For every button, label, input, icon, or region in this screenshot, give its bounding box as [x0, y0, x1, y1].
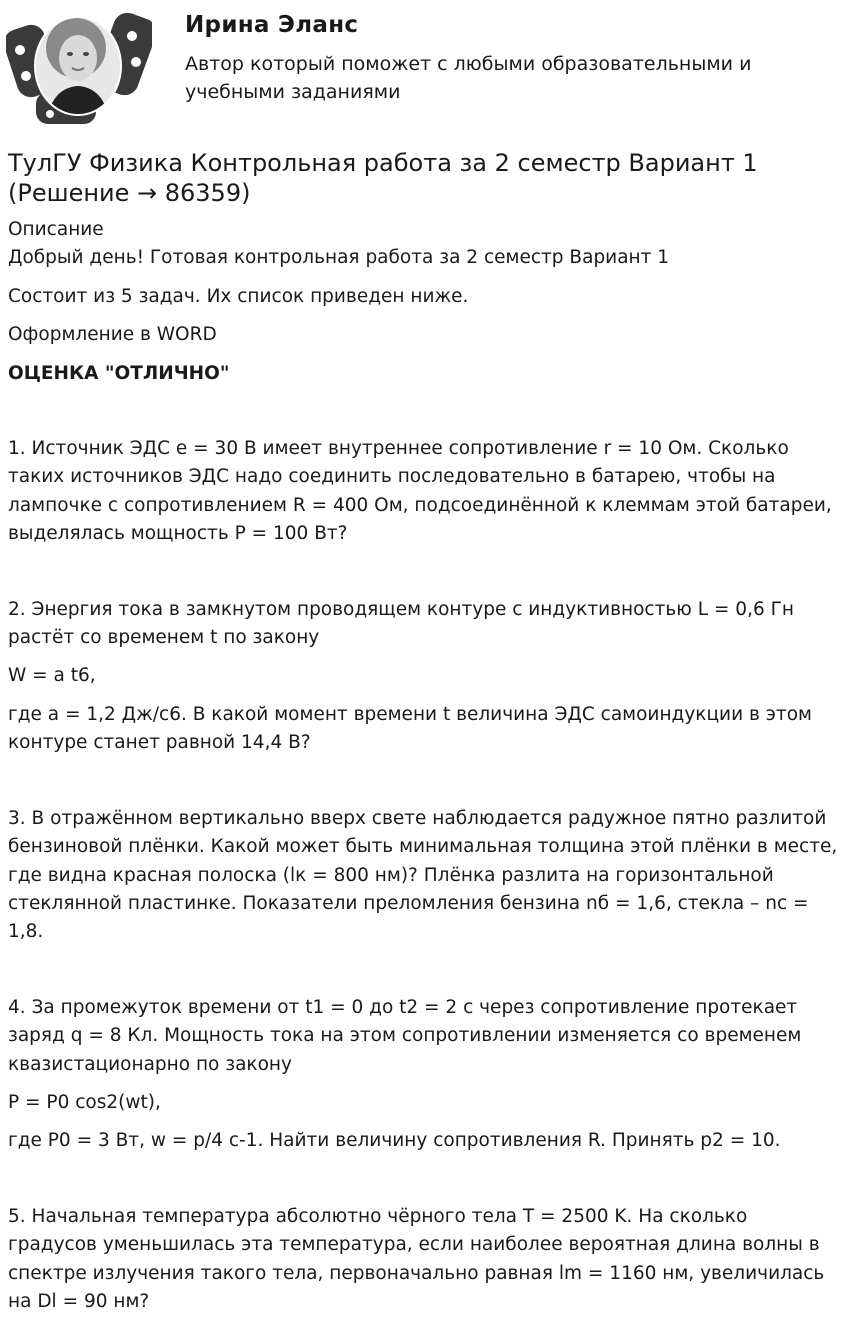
task-2-text: 2. Энергия тока в замкнутом проводящем контуре с индуктивностью L = 0,6 Гн растёт со временем t по закону [8, 598, 794, 649]
author-name[interactable]: Ирина Эланс [185, 12, 359, 38]
description-label: Описание [8, 219, 104, 240]
task-5-text: 5. Начальная температура абсолютно чёрного тела T = 2500 K. На сколько градусов уменьшилась эта температура, если наиболее вероятная длина волны в спектре излучения такого тела, первоначально равная lm = 1160 нм, увеличилась на Dl = 90 нм? [8, 1205, 825, 1312]
document-body [8, 216, 840, 1316]
author-block [0, 0, 847, 135]
task-4-text: 4. За промежуток времени от t1 = 0 до t2 = 2 с через сопротивление протекает заряд q = 8 Кл. Мощность тока на этом сопротивлении изменяется со временем квазистационарно по закону [8, 996, 802, 1075]
grade-line: ОЦЕНКА "ОТЛИЧНО" [8, 362, 230, 384]
task-1-text: 1. Источник ЭДС e = 30 В имеет внутреннее сопротивление r = 10 Ом. Сколько таких источников ЭДС надо соединить последовательно в батарею, чтобы на лампочке с сопротивлением R = 400 Ом, подсоединённой к клеммам этой батареи, выделялась мощность P = 100 Вт? [8, 438, 832, 545]
task-3-text: 3. В отражённом вертикально вверх свете наблюдается радужное пятно разлитой бензиновой плёнки. Какой может быть минимальная толщина этой плёнки в месте, где видна красная полоска (lк = 800 нм)? Плёнка разлита на горизонтальной стеклянной пластинке. Показатели преломления бензина nб = 1,6, стекла – nс = 1,8. [8, 807, 838, 943]
intro-line: Добрый день! Готовая контрольная работа за 2 семестр Вариант 1 [8, 247, 670, 269]
task-2-formula: W = a t6, [8, 665, 96, 687]
task-4-text: где P0 = 3 Вт, w = p/4 с-1. Найти величину сопротивления R. Принять p2 = 10. [8, 1130, 781, 1152]
avatar-image [6, 6, 152, 128]
task-4-formula: P = P0 cos2(wt), [8, 1091, 161, 1113]
page-title: ТулГУ Физика Контрольная работа за 2 семестр Вариант 1 (Решение → 86359) [8, 149, 758, 207]
author-avatar[interactable] [6, 6, 152, 128]
author-description: Автор который поможет с любыми образовательными и учебными заданиями [185, 53, 752, 103]
intro-line: Оформление в WORD [8, 324, 217, 346]
task-2-text: где a = 1,2 Дж/с6. В какой момент времени t величина ЭДС самоиндукции в этом контуре станет равной 14,4 В? [8, 703, 812, 754]
intro-line: Состоит из 5 задач. Их список приведен ниже. [8, 285, 469, 307]
